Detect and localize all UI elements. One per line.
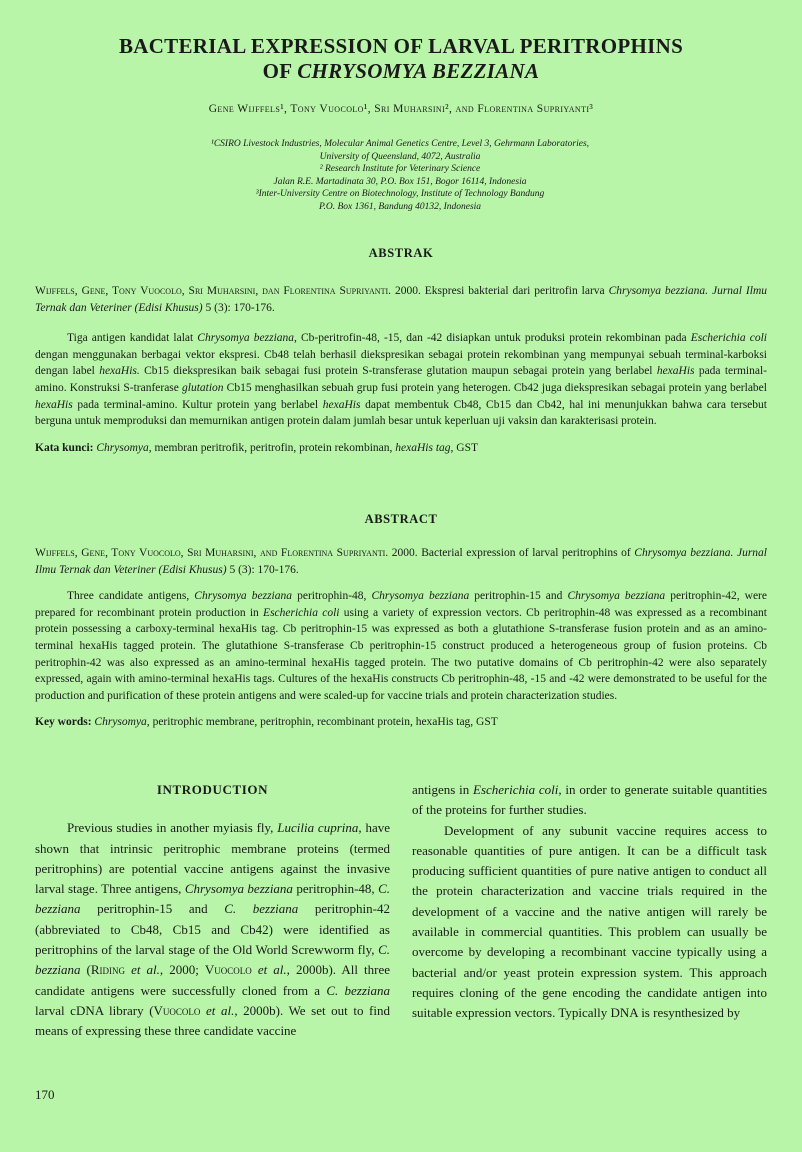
intro-left-column — [35, 780, 390, 1042]
paper-title — [60, 34, 742, 84]
citation-species: Chrysomya bezziana. — [608, 285, 709, 297]
citation-journal: Jurnal Ilmu Ternak dan Veteriner (Edisi Khusus) — [35, 547, 767, 576]
text-run: 2000; — [163, 962, 205, 978]
introduction-heading: INTRODUCTION — [156, 782, 269, 797]
abstrak-section — [35, 283, 767, 456]
keywords-text: peritrophic membrane, peritrophin, recombinant protein, hexaHis tag, GST — [149, 716, 498, 729]
italic-run: hexaHis — [322, 398, 361, 411]
text-run: , Cb-peritrofin-48, -15, dan -42 disiapkan untuk produksi protein rekombinan pada — [294, 332, 691, 345]
italic-run: Escherichia coli — [690, 332, 767, 345]
text-run: Tiga antigen kandidat lalat — [67, 332, 198, 345]
citation-issue: 5 (3): 170-176. — [202, 301, 275, 314]
italic-run: glutation — [182, 381, 224, 394]
italic-run: Escherichia coli, — [473, 782, 562, 797]
abstract-citation — [35, 545, 767, 578]
italic-run: C. bezziana — [35, 942, 390, 978]
italic-run: et al., — [257, 962, 290, 978]
text-run: Three candidate antigens, — [67, 590, 195, 603]
keywords-end: GST — [453, 441, 479, 454]
text-run: Previous studies in another myiasis fly, — [67, 820, 278, 836]
italic-run: Lucilia cuprina, — [277, 820, 362, 836]
citation-title: 2000. Bacterial expression of larval peritrophins of — [388, 547, 635, 559]
abstrak-body — [35, 330, 767, 430]
italic-run: C. bezziana — [326, 982, 390, 998]
citation-authors: Wijffels, Gene, Tony Vuocolo, Sri Muharsini, dan Florentina Supriyanti. — [35, 285, 392, 297]
title-line-1: BACTERIAL EXPRESSION OF LARVAL PERITROPHINS — [118, 34, 684, 58]
intro-right-column — [412, 780, 767, 1024]
text-run: 2000b). We set out to find means of expressing these three candidate vaccine — [35, 1002, 390, 1039]
keywords-label: Kata kunci: — [35, 441, 94, 454]
abstract-section — [35, 545, 767, 731]
abstrak-keywords — [35, 440, 767, 457]
italic-run: Escherichia coli — [263, 606, 340, 619]
keywords-species: Chrysomya, — [91, 716, 150, 729]
text-run: Cb15 diekspresikan baik sebagai fusi protein S-transferase glutation maupun sebagai protein yang berlabel — [139, 365, 657, 378]
abstrak-heading: ABSTRAK — [368, 246, 434, 260]
text-run: pada terminal-amino. Kultur protein yang berlabel — [72, 398, 323, 411]
text-run: ( — [80, 962, 91, 978]
text-run: have shown that intrinsic peritrophic membrane proteins (termed peritrophins) are potential vaccine antigens against the invasive larval stage. Three antigens, — [35, 820, 390, 897]
text-run: peritrophin-42 (abbreviated to Cb48, Cb15 and Cb42) were identified as peritrophins of the larval stage of the Old World Screwworm fly, — [35, 901, 390, 958]
intro-paragraph-1-continued — [412, 780, 767, 821]
title-line-2 — [60, 59, 742, 84]
keywords-tag: hexaHis tag, — [395, 441, 454, 454]
text-run: Cb15 menghasilkan sebuah grup fusi protein yang heterogen. Cb42 juga diekspresikan sebagai protein yang berlabel — [223, 381, 767, 394]
affiliation-line: University of Queensland, 4072, Australia — [319, 151, 481, 162]
abstrak-citation — [35, 283, 767, 316]
keywords-species: Chrysomya, — [93, 441, 152, 454]
italic-run: Chrysomya bezziana — [184, 881, 293, 897]
affiliations — [150, 138, 650, 214]
text-run: larval cDNA library ( — [35, 1002, 154, 1018]
italic-run: hexaHis. — [99, 365, 140, 378]
text-run: dengan menggunakan berbagai vektor ekspresi. Cb48 telah berhasil diekspresikan sebagai protein rekombinan yang mempunyai sebuah terminal-karboksi dengan label — [35, 348, 767, 378]
author-list: Gene Wijffels¹, Tony Vuocolo¹, Sri Muharsini², and Florentina Supriyanti³ — [208, 103, 594, 115]
affiliation-line: P.O. Box 1361, Bandung 40132, Indonesia — [318, 201, 482, 212]
citation-journal: Jurnal Ilmu Ternak dan Veteriner (Edisi Khusus) — [35, 285, 768, 314]
text-run: dapat membentuk Cb48, Cb15 dan Cb42, hal ini menunjukkan bahwa cara tersebut berguna untuk memproduksi dan memurnikan antigen protein dalam jumlah besar untuk keperluan uji vaksin dan karakterisasi protein. — [35, 398, 767, 428]
italic-run: Chrysomya bezziana — [567, 590, 666, 603]
citation-issue: 5 (3): 170-176. — [226, 563, 299, 576]
text-run: 2000b). All three candidate antigens were successfully cloned from a — [35, 962, 390, 998]
title-species: CHRYSOMYA BEZZIANA — [297, 59, 540, 83]
text-run: in order to generate suitable quantities of the proteins for further studies. — [412, 782, 768, 818]
text-run: peritrophin-48, — [292, 881, 379, 897]
citation-species: Chrysomya bezziana. — [634, 547, 734, 559]
abstract-heading: ABSTRACT — [364, 512, 438, 526]
italic-run: et al., — [131, 962, 164, 978]
citation-authors: Wijffels, Gene, Tony Vuocolo, Sri Muharsini, and Florentina Supriyanti. — [35, 547, 389, 559]
text-run: peritrophin-15 and — [469, 590, 568, 603]
italic-run: Chrysomya bezziana — [371, 590, 470, 603]
text-run: pada terminal-amino. Konstruksi S-tranferase — [35, 365, 768, 394]
affiliation-line: ¹CSIRO Livestock Industries, Molecular Animal Genetics Centre, Level 3, Gehrmann Laboratories, — [210, 139, 590, 149]
italic-run: C. bezziana — [224, 901, 299, 917]
smallcaps-run: Vuocolo — [204, 962, 252, 978]
italic-run: Chrysomya bezziana — [194, 590, 293, 603]
smallcaps-run: Vuocolo — [153, 1002, 201, 1018]
abstract-keywords — [35, 714, 767, 731]
keywords-label: Key words: — [35, 716, 92, 729]
italic-run: hexaHis — [656, 365, 695, 378]
italic-run: et al., — [206, 1002, 238, 1018]
text-run: antigens in — [412, 782, 474, 797]
affiliation-line: ² Research Institute for Veterinary Science — [319, 164, 481, 175]
title-prefix: OF — [262, 59, 298, 83]
intro-paragraph-2: Development of any subunit vaccine requires access to reasonable quantities of pure antigen. It can be a difficult task producing sufficient quantities of pure native antigen to conduct all the protein characterization and vaccine trials required in the development of a vaccine and the native antigen will rarely be available in commercial quantities. This problem can usually be overcome by developing a recombinant vaccine typically using a bacterial and/or yeast protein expression system. This approach requires cloning of the gene encoding the candidate antigen into suitable expression vectors. Typically DNA is resynthesized by — [412, 822, 767, 1021]
affiliation-line: ³Inter-University Centre on Biotechnology, Institute of Technology Bandung — [255, 189, 545, 200]
abstract-body — [35, 588, 767, 704]
smallcaps-run: Riding — [90, 962, 126, 978]
text-run: peritrophin-42, were prepared for recombinant protein production in — [35, 590, 767, 619]
text-run: peritrophin-15 and — [80, 901, 225, 917]
affiliation-line: Jalan R.E. Martadinata 30, P.O. Box 151, Bogor 16114, Indonesia — [273, 176, 527, 187]
citation-title: 2000. Ekspresi bakterial dari peritrofin larva — [391, 285, 609, 297]
italic-run: Chrysomya bezziana — [197, 332, 295, 345]
italic-run: hexaHis — [35, 398, 73, 411]
text-run: using a variety of expression vectors. Cb peritrophin-48 was expressed as a recombinant protein possessing a carboxy-terminal hexaHis tag. Cb peritrophin-15 was expressed as both a glutathione S-transferase fusion protein and as an amino-terminal hexaHis tagged protein. The glutathione S-transferase Cb peritrophin-15 construct produced a heterogeneous group of fusion proteins. Cb peritrophin-42 was also expressed as an amino-terminal hexaHis tagged protein. The two putative domains of Cb peritrophin-42 were also separately expressed, again with amino-terminal hexaHis tags. Cultures of the hexaHis constructs Cb peritrophin-48, -15 and -42 were demonstrated to be useful for the production and purification of these protein antigens and were scaled-up for vaccine trials and protein characterization studies. — [35, 606, 767, 702]
text-run: peritrophin-48, — [292, 590, 372, 603]
intro-paragraph-1 — [35, 818, 390, 1041]
keywords-text: membran peritrofik, peritrofin, protein rekombinan, — [151, 441, 396, 454]
italic-run: C. bezziana — [35, 881, 391, 917]
page-number: 170 — [35, 1087, 55, 1102]
